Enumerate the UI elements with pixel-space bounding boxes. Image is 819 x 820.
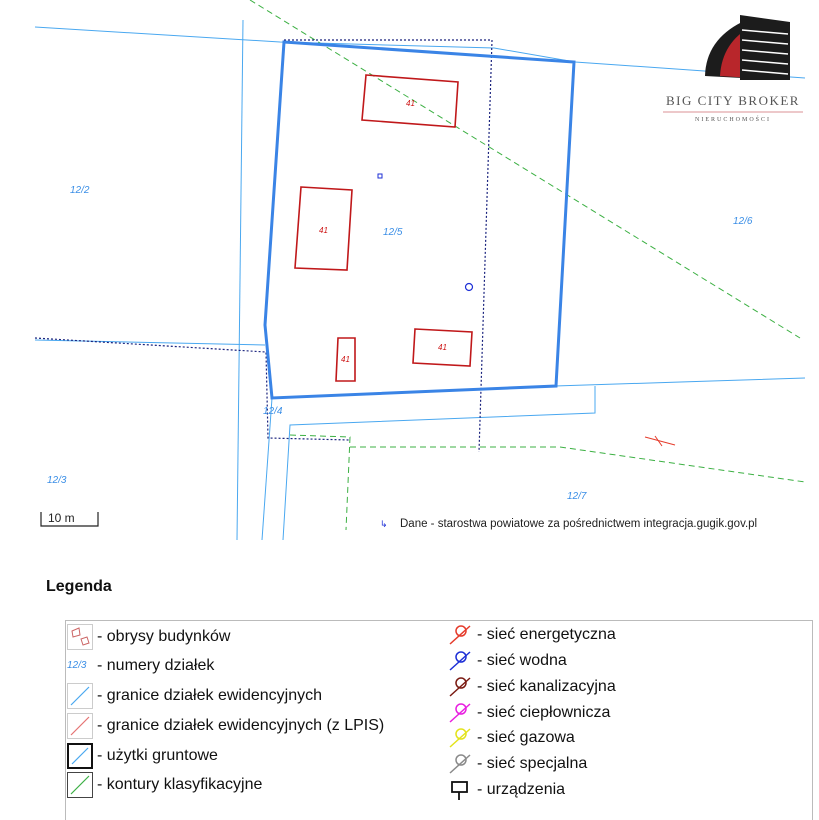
special-network-icon <box>447 751 473 777</box>
legend-item-classification-contours <box>67 772 262 798</box>
legend-title: Legenda <box>46 578 112 595</box>
land-use-icon <box>67 743 93 769</box>
legend-item-lpis-boundaries <box>67 713 384 739</box>
legend-label: - numery działek <box>97 657 215 674</box>
building-label: 41 <box>406 99 415 108</box>
legend-item-parcel-boundaries <box>67 683 322 709</box>
legend-item-water-network <box>447 648 567 674</box>
legend-label: - granice działek ewidencyjnych <box>97 687 322 704</box>
water-device-icon <box>466 284 473 291</box>
parcel-number: 12/5 <box>383 227 403 238</box>
water-network-icon <box>447 648 473 674</box>
parcel-number: 12/3 <box>47 475 67 486</box>
device-icon <box>447 777 473 803</box>
svg-text:Dane - starostwa powiatowe za: Dane - starostwa powiatowe za pośrednictwem integracja.gugik.gov.pl <box>400 518 758 530</box>
logo-tagline: NIERUCHOMOŚCI <box>694 117 772 123</box>
legend-label: - sieć kanalizacyjna <box>477 678 616 695</box>
legend-item-gas-network <box>447 725 575 751</box>
parcel-boundary-icon <box>67 683 93 709</box>
building-outline-icon <box>67 624 93 650</box>
svg-text:↳: ↳ <box>380 520 388 530</box>
legend-label: - sieć ciepłownicza <box>477 704 611 721</box>
classification-contours <box>250 0 805 530</box>
legend-label: - kontury klasyfikacyjne <box>97 776 263 793</box>
heating-network-icon <box>447 700 473 726</box>
svg-text:10 m: 10 m <box>48 511 75 525</box>
building-label: 41 <box>341 355 350 364</box>
scale-bar <box>41 511 98 526</box>
energy-network <box>645 436 675 446</box>
legend-item-heating-network <box>447 700 610 726</box>
parcel-number: 12/7 <box>567 491 587 502</box>
legend-item-parcel-numbers <box>67 653 214 679</box>
parcel-number: 12/2 <box>70 185 90 196</box>
legend-label: - obrysy budynków <box>97 628 231 645</box>
legend-label: - sieć energetyczna <box>477 626 616 643</box>
building-label: 41 <box>438 343 447 352</box>
legend-item-buildings <box>67 624 230 650</box>
legend-label: - sieć wodna <box>477 652 567 669</box>
lpis-boundary-icon <box>67 713 93 739</box>
legend-item-land-use <box>67 743 218 769</box>
company-logo <box>663 15 803 123</box>
legend-item-sewage-network <box>447 674 616 700</box>
source-info <box>380 518 757 530</box>
parcel-number-icon: 12/3 <box>67 660 87 671</box>
parcel-number: 12/4 <box>263 406 283 417</box>
building-label: 41 <box>319 226 328 235</box>
legend-item-special-network <box>447 751 587 777</box>
sewage-network-icon <box>447 674 473 700</box>
device-icon <box>378 174 382 178</box>
legend-label: - sieć gazowa <box>477 729 575 746</box>
legend-label: - sieć specjalna <box>477 755 588 772</box>
legend-item-energy-network <box>447 622 616 648</box>
parcel-number: 12/6 <box>733 216 753 227</box>
energy-network-icon <box>447 622 473 648</box>
legend-label: - użytki gruntowe <box>97 747 218 764</box>
legend-item-devices <box>447 777 565 803</box>
selected-parcel[interactable] <box>265 42 574 398</box>
gas-network-icon <box>447 725 473 751</box>
logo-name: BIG CITY BROKER <box>666 93 800 108</box>
legend-label: - granice działek ewidencyjnych (z LPIS) <box>97 717 385 734</box>
classification-contour-icon <box>67 772 93 798</box>
legend-label: - urządzenia <box>477 781 566 798</box>
